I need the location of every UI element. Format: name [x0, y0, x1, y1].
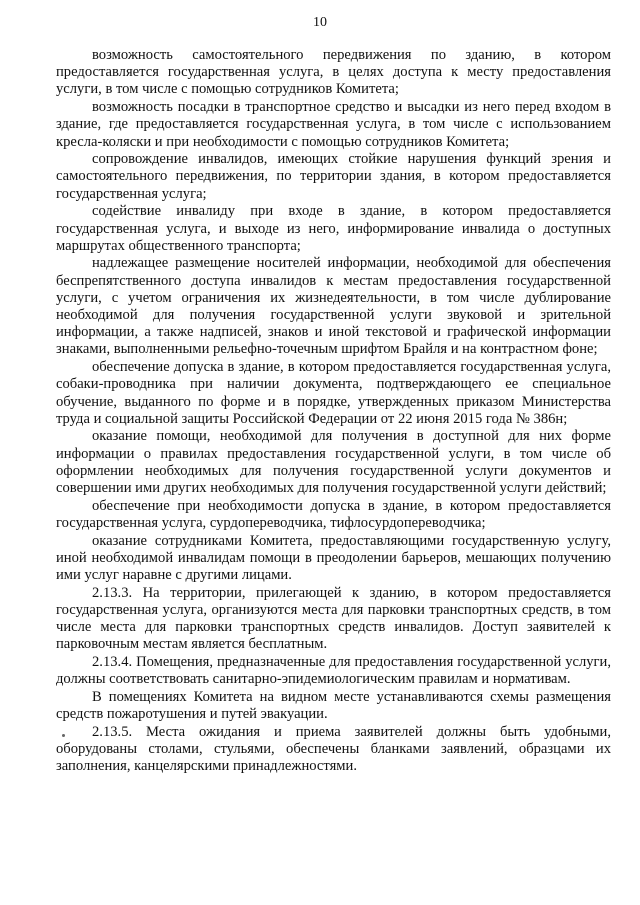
paragraph-escort: сопровождение инвалидов, имеющих стойкие нарушения функций зрения и самостоятельного передвижения, по территории здания, в котором предоставляется государственная услуга; — [56, 151, 611, 202]
paragraph-evacuation-schemes: В помещениях Комитета на видном месте устанавливаются схемы размещения средств пожаротушения и путей эвакуации. — [56, 689, 611, 723]
paragraph-interpreter-access: обеспечение при необходимости допуска в здание, в котором предоставляется государственная услуга, сурдопереводчика, тифлосурдопереводчика; — [56, 497, 611, 531]
paragraph-information-help: оказание помощи, необходимой для получения в доступной для них форме информации о правилах предоставления государственной услуги, в том числе об оформлении необходимых для получения государственной услуги документов и совершении ими других необходимых для получения государственной услуги действий; — [56, 428, 611, 497]
paragraph-guide-dog: обеспечение допуска в здание, в котором предоставляется государственная услуга, собаки-проводника при наличии документа, подтверждающего ее специальное обучение, выданного по форме и в порядке, утвержденных приказом Министерства труда и социальной защиты Российской Федерации от 22 июня 2015 года № 386н; — [56, 359, 611, 427]
paragraph-transport-boarding: возможность посадки в транспортное средство и высадки из него перед входом в здание, где предоставляется государственная услуга, в том числе с использованием кресла-коляски и при необходимости с помощью сотрудников Комитета; — [56, 99, 611, 150]
body-text — [56, 47, 611, 776]
paragraph-2-13-4: 2.13.4. Помещения, предназначенные для предоставления государственной услуги, должны соответствовать санитарно-эпидемиологическим правилам и нормативам. — [56, 654, 611, 688]
margin-mark — [62, 734, 65, 737]
paragraph-2-13-3: 2.13.3. На территории, прилегающей к зданию, в котором предоставляется государственная услуга, организуются места для парковки транспортных средств, в том числе места для парковки транспортных средств инвалидов. Доступ заявителей к парковочным местам является бесплатным. — [56, 584, 611, 653]
paragraph-entry-assistance: содействие инвалиду при входе в здание, в котором предоставляется государственная услуга, и выходе из него, информирование инвалида о доступных маршрутах общественного транспорта; — [56, 203, 611, 254]
paragraph-2-13-5: 2.13.5. Места ожидания и приема заявителей должны быть удобными, оборудованы столами, стульями, обеспечены бланками заявлений, образцами их заполнения, канцелярскими принадлежностями. — [56, 723, 611, 775]
paragraph-information-media: надлежащее размещение носителей информации, необходимой для обеспечения беспрепятственного доступа инвалидов к местам предоставления государственной услуги, с учетом ограничения их жизнедеятельности, в том числе дублирование необходимой для получения государственной услуги звуковой и зрительной информации, а также надписей, знаков и иной текстовой и графической информации знаками, выполненными рельефно-точечным шрифтом Брайля и на контрастном фоне; — [56, 255, 611, 358]
paragraph-staff-assistance: оказание сотрудниками Комитета, предоставляющими государственную услугу, иной необходимой инвалидам помощи в преодолении барьеров, мешающих получению ими услуг наравне с другими лицами. — [56, 532, 611, 584]
paragraph-movement-access: возможность самостоятельного передвижения по зданию, в котором предоставляется государственная услуга, в целях доступа к месту предоставления услуги, в том числе с помощью сотрудников Комитета; — [56, 47, 611, 98]
page-number: 10 — [313, 15, 327, 30]
